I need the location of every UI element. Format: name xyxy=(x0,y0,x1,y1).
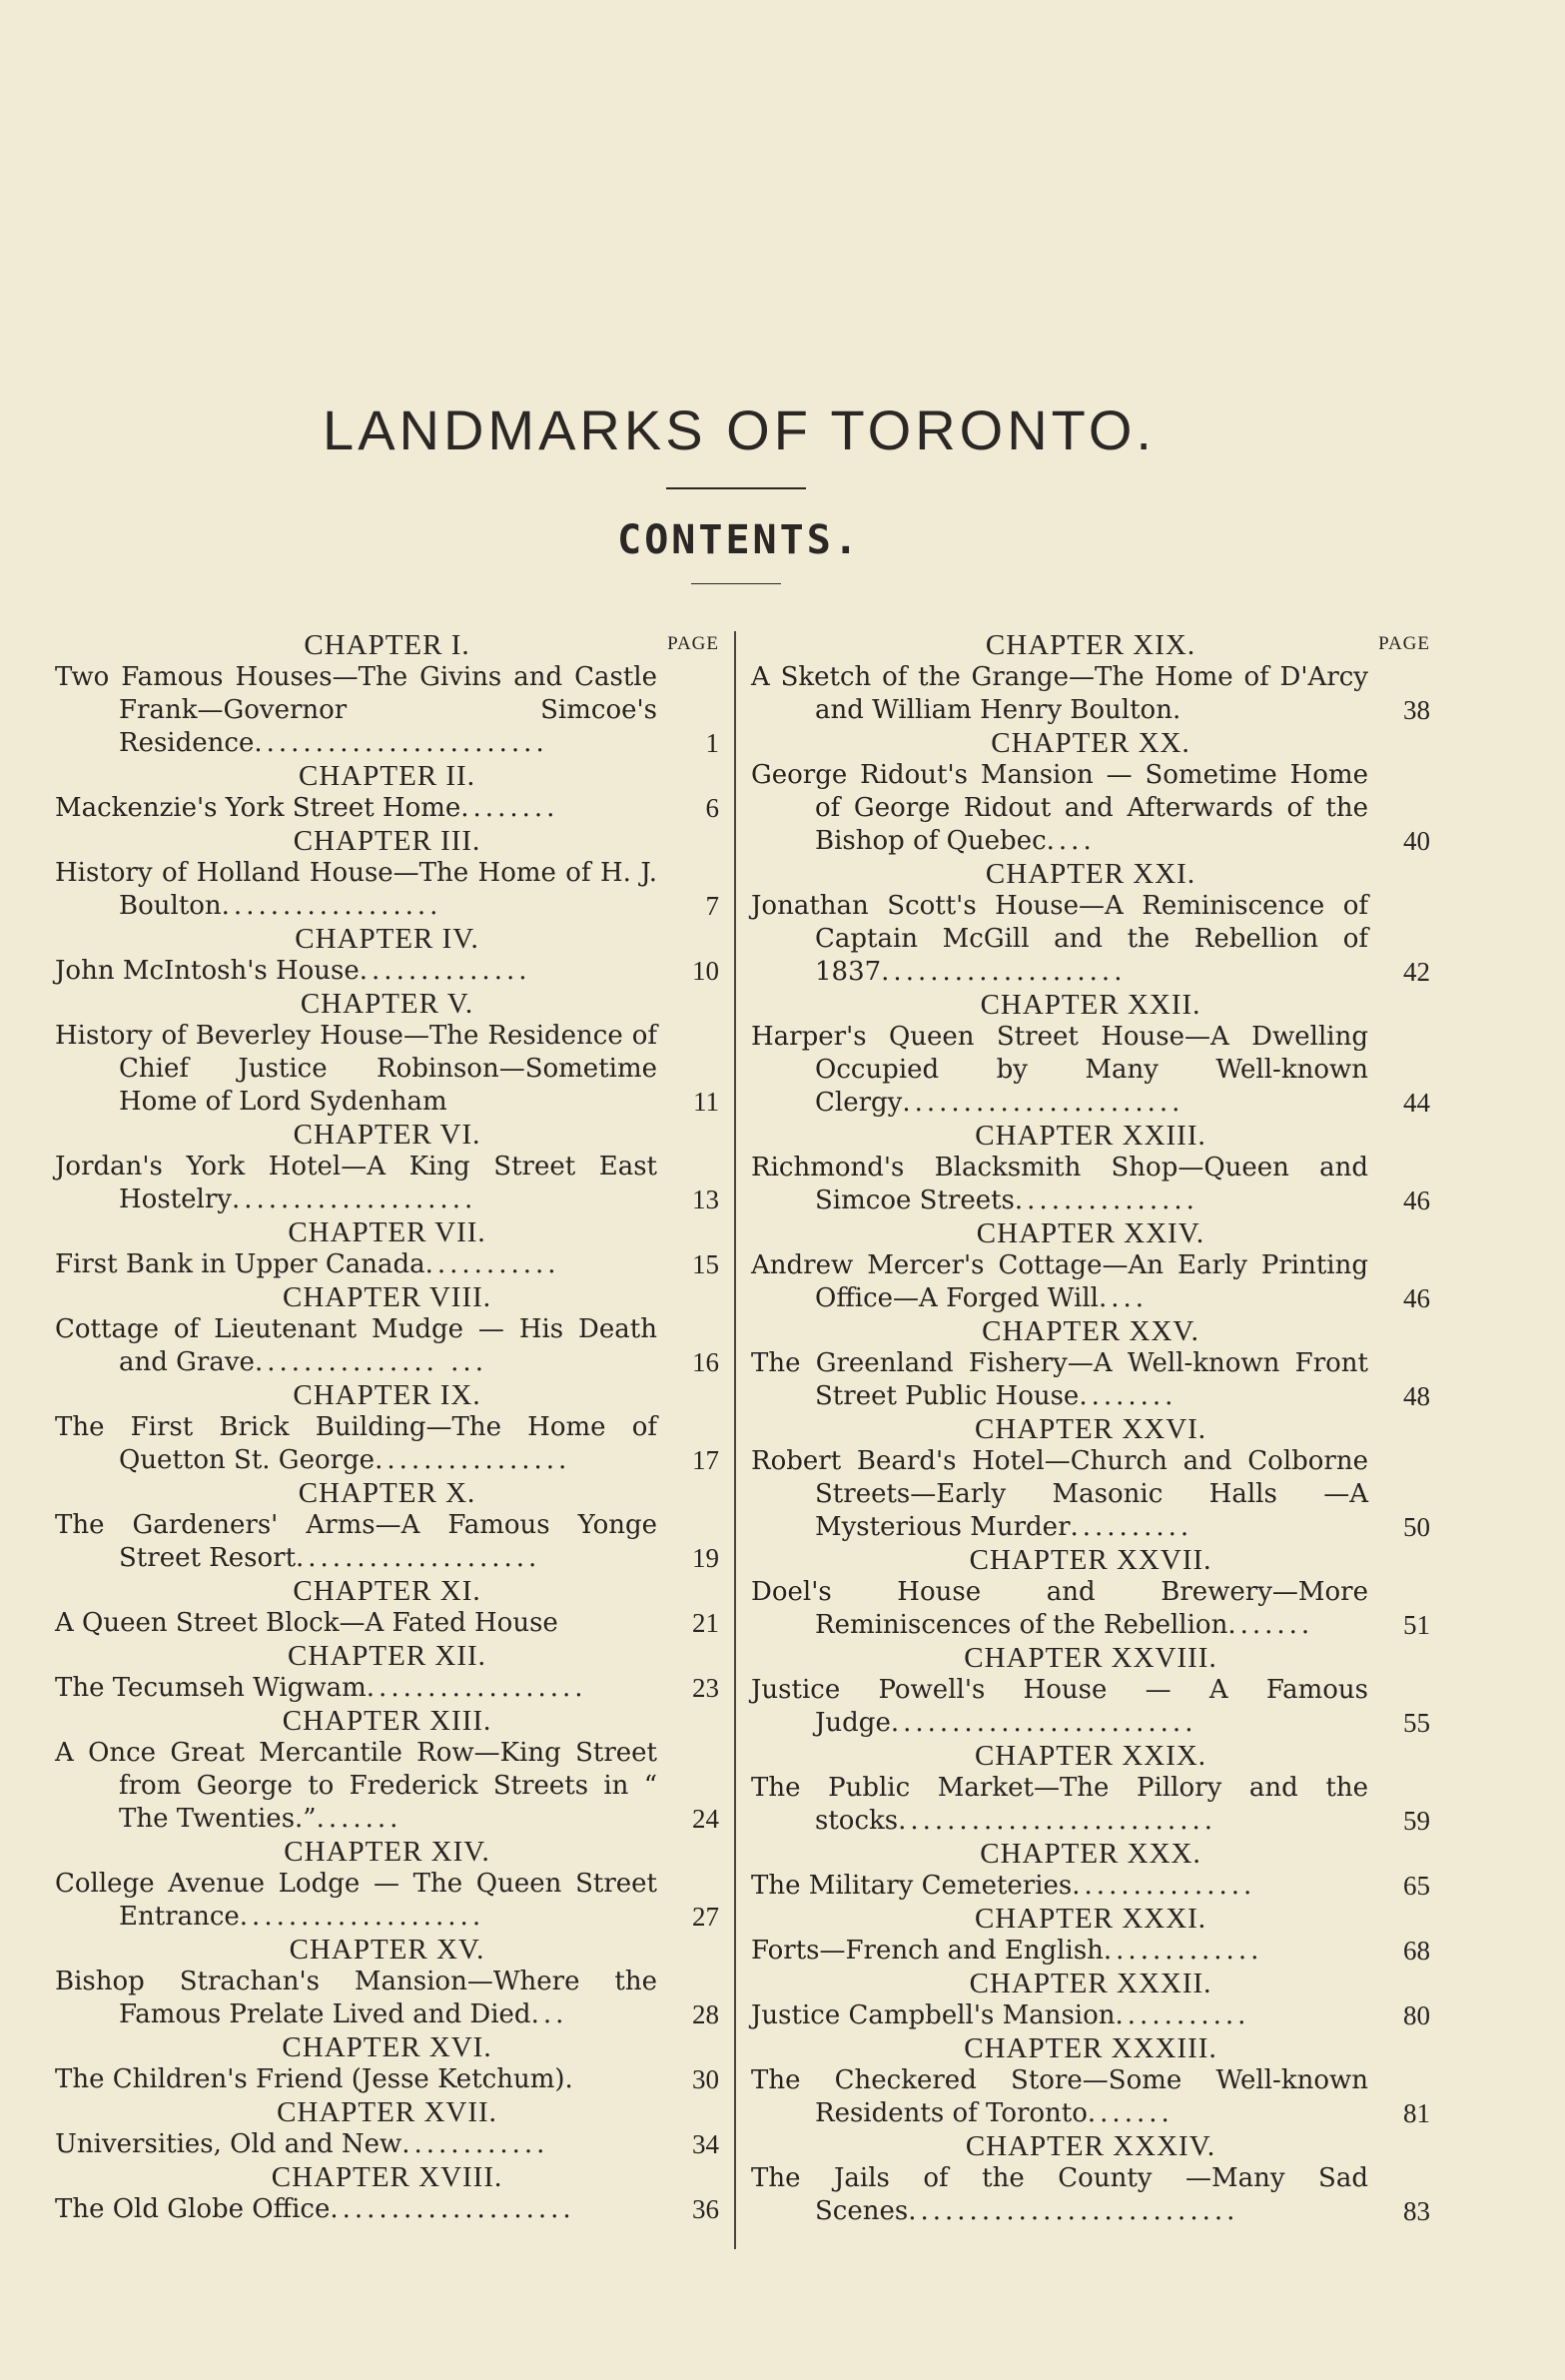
contents-entry xyxy=(55,1151,719,1216)
contents-entry xyxy=(55,1020,719,1119)
chapter-number: CHAPTER XXIX. xyxy=(974,1740,1207,1772)
chapter-number: CHAPTER XXV. xyxy=(982,1315,1199,1347)
chapter-heading xyxy=(55,1934,719,1966)
chapter-number: CHAPTER I. xyxy=(304,629,470,661)
entry-title-text: Universities, Old and New xyxy=(55,2129,402,2159)
dot-leaders: ....................... xyxy=(902,1088,1184,1118)
contents-heading: CONTENTS. xyxy=(617,517,861,563)
chapter-number: CHAPTER XXVI. xyxy=(974,1413,1207,1445)
page-number: 48 xyxy=(1403,1381,1430,1411)
entry-title-text: The Tecumseh Wigwam xyxy=(55,1673,367,1703)
entry-title-text: Two Famous Houses—The Givins and Castle Frank—Governor Simcoe's Residence xyxy=(55,662,657,758)
page-column-label: PAGE xyxy=(667,633,719,654)
entry-title-text: Cottage of Lieutenant Mudge — His Death and Grave xyxy=(55,1314,657,1377)
contents-entry xyxy=(55,1868,719,1934)
page-number: 81 xyxy=(1403,2098,1430,2128)
entry-title-text: Robert Beard's Hotel—Church and Colborne Streets—Early Masonic Halls —A Mysterious Murder xyxy=(751,1446,1368,1542)
chapter-heading xyxy=(55,1216,719,1248)
entry-title xyxy=(751,1674,1368,1740)
contents-right-column xyxy=(751,629,1430,2228)
page-number: 51 xyxy=(1403,1610,1430,1640)
chapter-heading xyxy=(751,1217,1430,1249)
dot-leaders: .... xyxy=(1098,1283,1149,1313)
page-number: 59 xyxy=(1403,1806,1430,1836)
contents-entry xyxy=(751,1152,1430,1217)
page-number: 83 xyxy=(1403,2196,1430,2226)
chapter-heading xyxy=(55,1836,719,1868)
chapter-number: CHAPTER XX. xyxy=(991,727,1190,759)
contents-rule xyxy=(691,583,781,584)
entry-title xyxy=(751,1870,1368,1903)
entry-title xyxy=(55,1737,657,1836)
contents-entry xyxy=(55,1509,719,1575)
chapter-heading xyxy=(751,2130,1430,2162)
chapter-heading xyxy=(751,858,1430,890)
entry-title-text: Mackenzie's York Street Home xyxy=(55,793,461,823)
contents-entry xyxy=(55,661,719,760)
chapter-heading xyxy=(55,825,719,857)
page-number: 44 xyxy=(1403,1088,1430,1118)
page-number: 38 xyxy=(1403,695,1430,725)
entry-title xyxy=(55,1151,657,1216)
dot-leaders: ............... xyxy=(1072,1871,1256,1901)
entry-title-text: The Children's Friend (Jesse Ketchum). xyxy=(55,2064,573,2094)
dot-leaders: .................... xyxy=(239,1902,485,1932)
dot-leaders: ................ xyxy=(375,1445,571,1475)
contents-entry xyxy=(55,792,719,825)
entry-title-text: A Queen Street Block—A Fated House xyxy=(55,1608,558,1638)
entry-title xyxy=(751,1152,1368,1217)
contents-entry xyxy=(55,1966,719,2031)
contents-entry xyxy=(751,661,1430,727)
chapter-number: CHAPTER XXIV. xyxy=(976,1217,1205,1249)
entry-title-text: The Public Market—The Pillory and the stocks xyxy=(751,1773,1368,1836)
entry-title-text: The Military Cemeteries xyxy=(751,1871,1073,1901)
chapter-heading xyxy=(55,1119,719,1151)
contents-entry xyxy=(751,1576,1430,1642)
contents-entry xyxy=(55,2063,719,2096)
contents-entry xyxy=(751,759,1430,858)
entry-title xyxy=(55,1672,657,1705)
contents-entry xyxy=(55,1313,719,1379)
contents-entry xyxy=(751,1249,1430,1315)
dot-leaders: ............. xyxy=(1103,1936,1263,1966)
contents-entry xyxy=(55,857,719,923)
entry-title-text: History of Holland House—The Home of H. J. Boulton xyxy=(55,858,657,921)
page-number: 10 xyxy=(692,956,719,986)
chapter-number: CHAPTER XXXIV. xyxy=(965,2130,1216,2162)
dot-leaders: .................... xyxy=(330,2194,575,2224)
page-number: 11 xyxy=(693,1087,719,1117)
page-title: LANDMARKS OF TORONTO. xyxy=(323,398,1156,461)
dot-leaders: .................... xyxy=(296,1543,541,1573)
entry-title-text: Andrew Mercer's Cottage—An Early Printing Office—A Forged Will xyxy=(751,1250,1368,1313)
entry-title xyxy=(55,661,657,760)
chapter-number: CHAPTER X. xyxy=(298,1477,476,1509)
dot-leaders: .................. xyxy=(221,891,442,921)
chapter-heading xyxy=(55,988,719,1020)
entry-title-text: College Avenue Lodge — The Queen Street Entrance xyxy=(55,1869,657,1932)
chapter-heading xyxy=(751,1968,1430,1999)
chapter-heading xyxy=(55,760,719,792)
page-number: 1 xyxy=(705,728,719,758)
entry-title-text: Harper's Queen Street House—A Dwelling Occupied by Many Well-known Clergy xyxy=(751,1022,1368,1118)
entry-title xyxy=(55,2128,657,2161)
dot-leaders: ....... xyxy=(316,1804,402,1834)
page-number: 36 xyxy=(692,2194,719,2224)
chapter-heading xyxy=(751,727,1430,759)
chapter-heading xyxy=(55,1640,719,1672)
page-column-label: PAGE xyxy=(1378,633,1430,654)
entry-title-text: A Once Great Mercantile Row—King Street from George to Frederick Streets in “ The Twenties.” xyxy=(55,1738,657,1834)
entry-title-text: The Greenland Fishery—A Well-known Front Street Public House xyxy=(751,1348,1368,1411)
entry-title-text: Richmond's Blacksmith Shop—Queen and Simcoe Streets xyxy=(751,1153,1368,1215)
entry-title-text: George Ridout's Mansion — Sometime Home of George Ridout and Afterwards of the Bishop of Quebec xyxy=(751,760,1368,856)
entry-title xyxy=(751,1772,1368,1838)
chapter-number: CHAPTER XXII. xyxy=(980,989,1201,1021)
dot-leaders: ......................... xyxy=(890,1708,1197,1738)
entry-title xyxy=(751,1347,1368,1413)
chapter-heading xyxy=(55,2161,719,2193)
dot-leaders: .......................... xyxy=(898,1806,1216,1836)
dot-leaders: .................. xyxy=(366,1673,587,1703)
entry-title xyxy=(751,1576,1368,1642)
chapter-heading xyxy=(55,2096,719,2128)
dot-leaders: ....... xyxy=(1087,2098,1174,2128)
entry-title xyxy=(751,890,1368,989)
page-number: 55 xyxy=(1403,1708,1430,1738)
page-number: 23 xyxy=(692,1673,719,1703)
column-divider xyxy=(734,631,736,2249)
chapter-number: CHAPTER IV. xyxy=(295,923,479,955)
entry-title-text: First Bank in Upper Canada xyxy=(55,1249,425,1279)
entry-title-text: John McIntosh's House xyxy=(55,956,360,986)
chapter-number: CHAPTER VII. xyxy=(288,1216,486,1248)
entry-title xyxy=(55,1313,657,1379)
contents-entry xyxy=(751,1021,1430,1120)
entry-title xyxy=(55,1020,657,1119)
chapter-number: CHAPTER VIII. xyxy=(282,1281,492,1313)
contents-entry xyxy=(55,1248,719,1281)
chapter-heading xyxy=(751,1413,1430,1445)
dot-leaders: .............. xyxy=(359,956,531,986)
dot-leaders: ............... ... xyxy=(254,1347,487,1377)
dot-leaders: ........... xyxy=(1115,2000,1250,2030)
contents-entry xyxy=(55,1411,719,1477)
chapter-heading xyxy=(751,989,1430,1021)
entry-title-text: A Sketch of the Grange—The Home of D'Arcy and William Henry Boulton. xyxy=(751,662,1368,725)
chapter-number: CHAPTER XI. xyxy=(293,1575,481,1607)
entry-title xyxy=(55,792,657,825)
entry-title xyxy=(751,1999,1368,2032)
page-number: 16 xyxy=(692,1347,719,1377)
contents-entry xyxy=(751,1347,1430,1413)
page-number: 46 xyxy=(1403,1283,1430,1313)
dot-leaders: .................... xyxy=(881,957,1127,987)
dot-leaders: ............ xyxy=(401,2129,549,2159)
dot-leaders: ........... xyxy=(424,1249,560,1279)
chapter-number: CHAPTER XIV. xyxy=(284,1836,490,1868)
entry-title xyxy=(751,1249,1368,1315)
chapter-number: CHAPTER XXVII. xyxy=(969,1544,1212,1576)
chapter-heading xyxy=(751,2032,1430,2064)
entry-title xyxy=(751,2162,1368,2228)
entry-title-text: Justice Powell's House — A Famous Judge xyxy=(751,1675,1368,1738)
entry-title xyxy=(751,1935,1368,1968)
entry-title xyxy=(751,1445,1368,1544)
contents-left-column xyxy=(55,629,719,2226)
chapter-number: CHAPTER XVIII. xyxy=(271,2161,503,2193)
entry-title-text: The First Brick Building—The Home of Quetton St. George xyxy=(55,1412,657,1475)
dot-leaders: ....... xyxy=(1227,1610,1314,1640)
chapter-number: CHAPTER XXIII. xyxy=(975,1120,1206,1152)
dot-leaders: ........ xyxy=(1079,1381,1177,1411)
page-number: 19 xyxy=(692,1543,719,1573)
dot-leaders: ........................... xyxy=(908,2196,1239,2226)
contents-entry xyxy=(55,955,719,988)
chapter-number: CHAPTER XIII. xyxy=(282,1705,492,1737)
page-number: 13 xyxy=(692,1185,719,1214)
page-number: 28 xyxy=(692,1999,719,2029)
page-number: 34 xyxy=(692,2129,719,2159)
entry-title-text: Bishop Strachan's Mansion—Where the Famous Prelate Lived and Died xyxy=(55,1967,657,2029)
chapter-number: CHAPTER XVI. xyxy=(282,2031,492,2063)
entry-title xyxy=(751,2064,1368,2130)
entry-title xyxy=(751,759,1368,858)
chapter-number: CHAPTER IX. xyxy=(293,1379,481,1411)
entry-title xyxy=(55,1411,657,1477)
dot-leaders: ............... xyxy=(1014,1186,1198,1215)
entry-title-text: The Old Globe Office xyxy=(55,2194,331,2224)
chapter-heading xyxy=(751,1642,1430,1674)
contents-entry xyxy=(751,890,1430,989)
entry-title-text: Forts—French and English xyxy=(751,1936,1104,1966)
entry-title-text: The Jails of the County —Many Sad Scenes xyxy=(751,2163,1368,2226)
entry-title xyxy=(55,1248,657,1281)
chapter-heading xyxy=(751,1120,1430,1152)
chapter-heading xyxy=(751,629,1430,661)
entry-title-text: The Checkered Store—Some Well-known Residents of Toronto xyxy=(751,2065,1368,2128)
entry-title xyxy=(55,1868,657,1934)
entry-title xyxy=(55,2063,657,2096)
entry-title-text: History of Beverley House—The Residence of Chief Justice Robinson—Sometime Home of Lord Sydenham xyxy=(55,1021,657,1117)
page-number: 6 xyxy=(705,793,719,823)
dot-leaders: .................... xyxy=(231,1185,477,1214)
chapter-heading xyxy=(55,1281,719,1313)
page-number: 7 xyxy=(705,891,719,921)
page-number: 15 xyxy=(692,1249,719,1279)
page-number: 24 xyxy=(692,1804,719,1834)
entry-title xyxy=(55,955,657,988)
contents-entry xyxy=(751,1772,1430,1838)
chapter-number: CHAPTER XIX. xyxy=(985,629,1196,661)
chapter-number: CHAPTER III. xyxy=(293,825,481,857)
contents-entry xyxy=(751,1935,1430,1968)
page-number: 65 xyxy=(1403,1871,1430,1901)
chapter-number: CHAPTER XV. xyxy=(289,1934,485,1966)
entry-title xyxy=(55,857,657,923)
page-number: 50 xyxy=(1403,1512,1430,1542)
contents-entry xyxy=(751,1870,1430,1903)
entry-title-text: The Gardeners' Arms—A Famous Yonge Street Resort xyxy=(55,1510,657,1573)
chapter-number: CHAPTER XXX. xyxy=(980,1838,1201,1870)
contents-entry xyxy=(55,2128,719,2161)
contents-entry xyxy=(751,1674,1430,1740)
chapter-heading xyxy=(751,1903,1430,1935)
chapter-number: CHAPTER XII. xyxy=(288,1640,486,1672)
contents-entry xyxy=(751,1999,1430,2032)
chapter-heading xyxy=(55,629,719,661)
chapter-heading xyxy=(751,1740,1430,1772)
chapter-heading xyxy=(751,1544,1430,1576)
page-number: 17 xyxy=(692,1445,719,1475)
contents-entry xyxy=(55,1672,719,1705)
dot-leaders: ........................ xyxy=(254,728,548,758)
entry-title-text: Jonathan Scott's House—A Reminiscence of Captain McGill and the Rebellion of 1837 xyxy=(751,891,1368,987)
chapter-heading xyxy=(55,2031,719,2063)
title-rule xyxy=(666,487,806,489)
chapter-heading xyxy=(751,1838,1430,1870)
entry-title xyxy=(55,1509,657,1575)
page-number: 46 xyxy=(1403,1186,1430,1215)
chapter-heading xyxy=(55,1477,719,1509)
dot-leaders: .......... xyxy=(1070,1512,1193,1542)
chapter-number: CHAPTER II. xyxy=(299,760,475,792)
page-number: 42 xyxy=(1403,957,1430,987)
contents-entry xyxy=(55,1737,719,1836)
chapter-number: CHAPTER XXXI. xyxy=(974,1903,1207,1935)
entry-title xyxy=(751,661,1368,727)
page-number: 30 xyxy=(692,2064,719,2094)
chapter-heading xyxy=(751,1315,1430,1347)
chapter-number: CHAPTER XXXIII. xyxy=(964,2032,1217,2064)
contents-entry xyxy=(751,2064,1430,2130)
chapter-number: CHAPTER VI. xyxy=(293,1119,481,1151)
contents-entry xyxy=(55,1607,719,1640)
contents-entry xyxy=(55,2193,719,2226)
entry-title xyxy=(55,1966,657,2031)
dot-leaders: .... xyxy=(1046,826,1096,856)
chapter-number: CHAPTER XXXII. xyxy=(969,1968,1212,1999)
dot-leaders: ........ xyxy=(460,793,559,823)
page-number: 27 xyxy=(692,1902,719,1932)
page-number: 68 xyxy=(1403,1936,1430,1966)
page-number: 80 xyxy=(1403,2000,1430,2030)
chapter-heading xyxy=(55,1379,719,1411)
chapter-number: CHAPTER XXI. xyxy=(985,858,1196,890)
chapter-heading xyxy=(55,1575,719,1607)
page-number: 21 xyxy=(692,1608,719,1638)
contents-entry xyxy=(751,2162,1430,2228)
entry-title xyxy=(55,2193,657,2226)
entry-title xyxy=(751,1021,1368,1120)
contents-entry xyxy=(751,1445,1430,1544)
entry-title-text: Doel's House and Brewery—More Reminiscences of the Rebellion xyxy=(751,1577,1368,1640)
chapter-number: CHAPTER XXVIII. xyxy=(964,1642,1217,1674)
dot-leaders: ... xyxy=(530,1999,568,2029)
page-number: 40 xyxy=(1403,826,1430,856)
chapter-heading xyxy=(55,923,719,955)
entry-title-text: Jordan's York Hotel—A King Street East Hostelry xyxy=(55,1152,657,1214)
chapter-number: CHAPTER XVII. xyxy=(277,2096,497,2128)
chapter-heading xyxy=(55,1705,719,1737)
chapter-number: CHAPTER V. xyxy=(300,988,474,1020)
entry-title-text: Justice Campbell's Mansion xyxy=(751,2000,1116,2030)
entry-title xyxy=(55,1607,657,1640)
